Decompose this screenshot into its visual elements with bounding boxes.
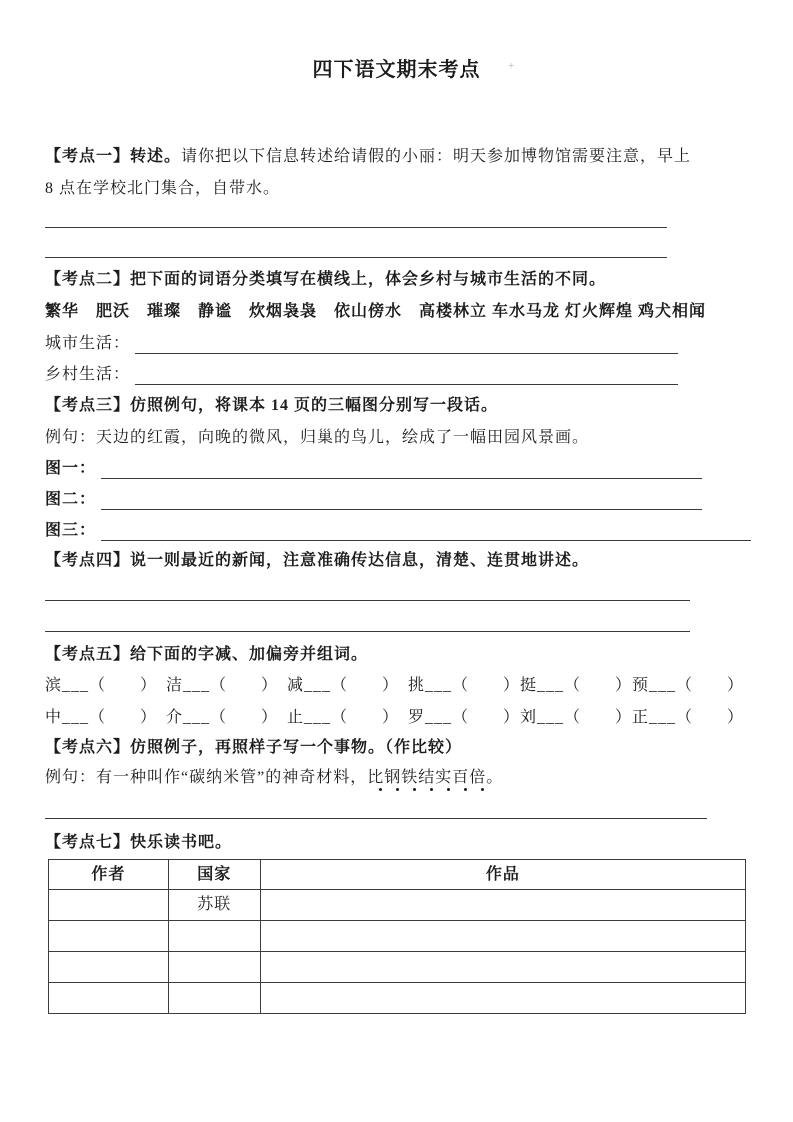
figure2-label: 图二： xyxy=(45,491,97,508)
page-title: 四下语文期末考点 xyxy=(312,59,481,81)
table-row xyxy=(49,952,746,983)
table-cell xyxy=(49,983,169,1014)
section6-example-emphasized: 比钢铁结实百倍 xyxy=(367,769,486,792)
section1-heading: 【考点一】转述。 xyxy=(45,148,182,165)
table-cell xyxy=(168,983,260,1014)
reading-table xyxy=(48,859,746,1014)
section1-prompt: 请你把以下信息转述给请假的小丽：明天参加博物馆需要注意，早上 xyxy=(181,148,692,165)
answer-line xyxy=(45,631,690,632)
answer-line xyxy=(101,461,702,479)
section2-word-list: 繁华 肥沃 璀璨 静谧 炊烟袅袅 依山傍水 高楼林立 车水马龙 灯火辉煌 鸡犬相闻 xyxy=(45,303,707,320)
answer-line xyxy=(45,600,690,601)
figure3-label: 图三： xyxy=(45,522,97,539)
table-cell xyxy=(260,890,745,921)
table-header-row xyxy=(49,860,746,890)
figure2-row xyxy=(45,490,702,510)
section5-row2: 中___（ ） 介___（ ） 止___（ ） 罗___（ ）刘___（ ）正___（ ） xyxy=(45,709,745,726)
table-cell xyxy=(49,921,169,952)
table-cell xyxy=(260,983,745,1014)
section5-heading: 【考点五】给下面的字减、加偏旁并组词。 xyxy=(45,646,369,663)
table-header-cell: 国家 xyxy=(168,860,260,890)
table-cell xyxy=(168,921,260,952)
answer-line xyxy=(45,818,707,819)
table-cell xyxy=(260,921,745,952)
section5-row1: 滨___（ ） 洁___（ ） 减___（ ） 挑___（ ）挺___（ ）预___（ ） xyxy=(45,677,745,694)
section6-example-suffix: 。 xyxy=(486,769,504,786)
table-header-cell: 作者 xyxy=(49,860,169,890)
section1-line2: 8 点在学校北门集合，自带水。 xyxy=(45,180,281,197)
stray-scan-mark: + xyxy=(508,60,515,72)
table-row xyxy=(49,921,746,952)
city-life-label: 城市生活： xyxy=(45,335,131,352)
section6-heading: 【考点六】仿照例子，再照样子写一个事物。（作比较） xyxy=(45,739,463,756)
figure1-label: 图一： xyxy=(45,460,97,477)
figure3-row xyxy=(45,521,751,541)
section1-line1 xyxy=(45,147,755,167)
section6-example-prefix: 例句：有一种叫作“碳纳米管”的神奇材料， xyxy=(45,769,368,786)
answer-line xyxy=(101,523,751,541)
section3-example: 例句：天边的红霞，向晚的微风，归巢的鸟儿，绘成了一幅田园风景画。 xyxy=(45,429,590,446)
section2-heading: 【考点二】把下面的词语分类填写在横线上，体会乡村与城市生活的不同。 xyxy=(45,271,607,288)
answer-line xyxy=(101,492,702,510)
section3-heading: 【考点三】仿照例句，将课本 14 页的三幅图分别写一段话。 xyxy=(45,397,499,414)
answer-line xyxy=(45,257,667,258)
rural-life-row xyxy=(45,365,678,385)
figure1-row xyxy=(45,459,702,479)
table-cell xyxy=(49,890,169,921)
section6-example xyxy=(45,768,755,788)
table-cell xyxy=(168,952,260,983)
table-cell xyxy=(260,952,745,983)
table-header-cell: 作品 xyxy=(260,860,745,890)
table-row xyxy=(49,983,746,1014)
city-life-row xyxy=(45,334,678,354)
section4-heading: 【考点四】说一则最近的新闻，注意准确传达信息，清楚、连贯地讲述。 xyxy=(45,552,590,569)
table-cell: 苏联 xyxy=(168,890,260,921)
table-row xyxy=(49,890,746,921)
section7-heading: 【考点七】快乐读书吧。 xyxy=(45,834,233,851)
rural-life-label: 乡村生活： xyxy=(45,366,131,383)
answer-line xyxy=(135,367,678,385)
answer-line xyxy=(135,336,678,354)
table-cell xyxy=(49,952,169,983)
answer-line xyxy=(45,227,667,228)
